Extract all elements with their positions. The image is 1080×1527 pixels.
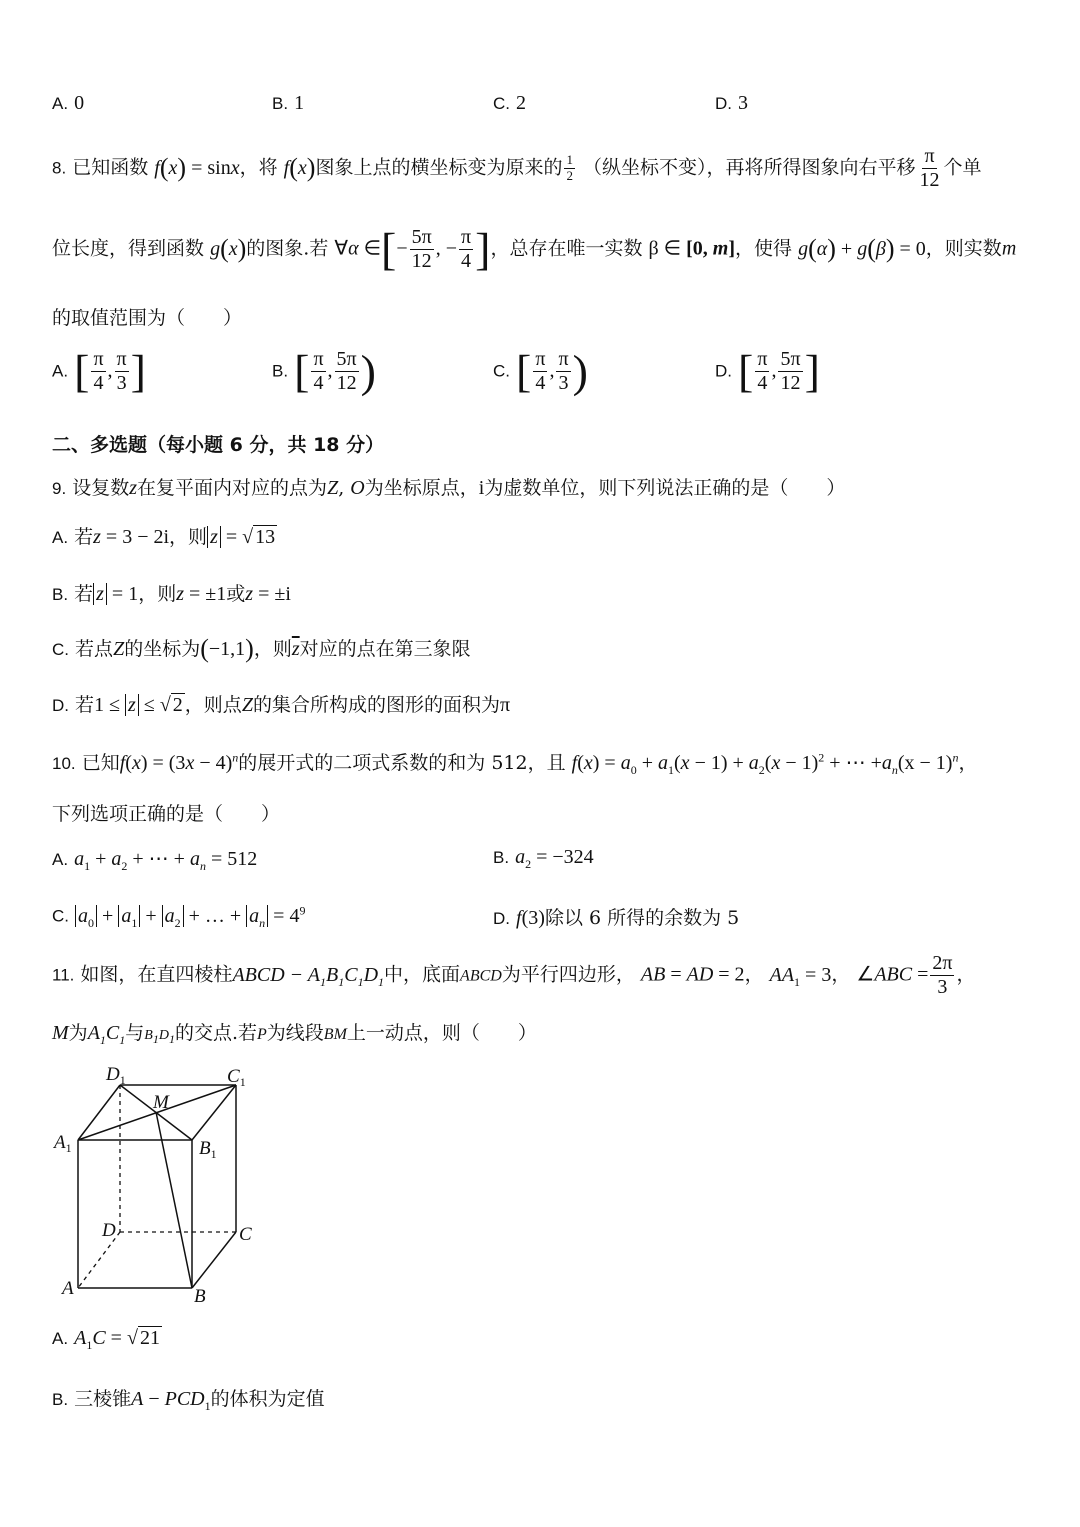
q9-option-d: D. 若1 ≤ z ≤ √ 2 ，则点Z的集合所构成的图形的面积为π: [52, 694, 511, 716]
q11-stem-line-1: 11. 如图，在直四棱柱ABCD − $A_1B_1C_1D_1$中，底面ABCD为平行四边形， AB = AD = 2， $AA_1 = 3$， ∠ABC = $\frac{2\pi}{3}$ ，: [52, 952, 976, 998]
prism-figure: [50, 1060, 270, 1310]
segment-b-m: [156, 1112, 192, 1288]
label-d1: $D_1$: [106, 1064, 126, 1087]
q7-option-a: A. 0: [52, 92, 85, 114]
label-a1: $A_1$: [54, 1132, 72, 1155]
q9-option-a: A. 若z = 3 − 2i，则 z = √ 13: [52, 526, 276, 548]
label-b: B: [194, 1286, 206, 1307]
q8-line-1: 8. 已知函数 f(x) = sinx，将 f(x)图象上点的横坐标变为原来的 $\frac{1}{2}$ （纵坐标不变），再将所得图象向右平移 $\frac{\pi}{12}$ 个单: [52, 145, 982, 191]
q8-option-b: B. [ $\frac{\pi}{4}$ , $\frac{5\pi}{12}$ ): [272, 345, 376, 397]
q8-option-a: A. [ $\frac{\pi}{4}$ , $\frac{\pi}{3}$ ]: [52, 345, 146, 397]
q7-option-b: B. 1: [272, 92, 305, 114]
q10-option-d: D. f(3)除以 6 所得的余数为 5: [493, 907, 740, 929]
q7-option-d: D. 3: [715, 92, 749, 114]
q11-option-b: B. 三棱锥$A - PCD_1$的体积为定值: [52, 1388, 325, 1413]
q10-option-b: B. $a_2 = -324$: [493, 846, 594, 871]
q9-option-b: B. 若 z = 1，则z = ±1或z = ±i: [52, 583, 291, 605]
label-c: C: [239, 1224, 252, 1245]
q11-stem-line-2: M为$A_1C_1$与$B_1D_1$的交点.若P为线段BM上一动点，则（ ）: [52, 1022, 537, 1047]
label-m: M: [153, 1092, 169, 1113]
q8-line-3: 的取值范围为（ ）: [52, 307, 243, 329]
q7-option-c: C. 2: [493, 92, 527, 114]
q10-option-c: C. $a_0 + a_1 + a_2$ + … + $a_n = 4^9$: [52, 903, 306, 930]
edge-d1-a1: [78, 1085, 120, 1140]
edge-b-c: [192, 1232, 236, 1288]
label-c1: $C_1$: [227, 1066, 246, 1089]
q8-line-2: 位长度，得到函数 g(x)的图象.若 ∀α ∈[− $\frac{5\pi}{12}$ , − $\frac{\pi}{4}$ ]，总存在唯一实数 β ∈ [0, m]，使得 g(α) + g(β) = 0，则实数m: [52, 223, 1017, 275]
label-b1: $B_1$: [199, 1138, 217, 1161]
q8-option-c: C. [ $\frac{\pi}{4}$ , $\frac{\pi}{3}$ ): [493, 345, 588, 397]
q9-stem: 9. 设复数z在复平面内对应的点为Z, O为坐标原点，i为虚数单位，则下列说法正确的是（ ）: [52, 477, 846, 499]
label-a: A: [62, 1278, 74, 1299]
section-heading: 二、多选题（每小题 6 分，共 18 分）: [52, 434, 385, 456]
q9-option-c: C. 若点Z的坐标为(−1,1)，则$\overline{z}$对应的点在第三象限: [52, 634, 471, 663]
q10-option-a: A. $a_1 + a_2$ + ⋯ + $a_n = 512$: [52, 848, 258, 873]
q8-option-d: D. [ $\frac{\pi}{4}$ , $\frac{5\pi}{12}$ ]: [715, 345, 820, 397]
q10-stem-line-2: 下列选项正确的是（ ）: [52, 803, 281, 825]
q10-stem-line-1: 10. 已知$f(x) = (3x - 4)^n$的展开式的二项式系数的和为 512，且 $f(x) = a_0 + a_1(x - 1) + a_2(x - 1)^2$ + ⋯ $+a_n(x - 1)^n$，: [52, 750, 978, 777]
label-d: D: [102, 1220, 116, 1241]
q11-option-a: A. $A_1C$ = √ 21: [52, 1327, 160, 1352]
